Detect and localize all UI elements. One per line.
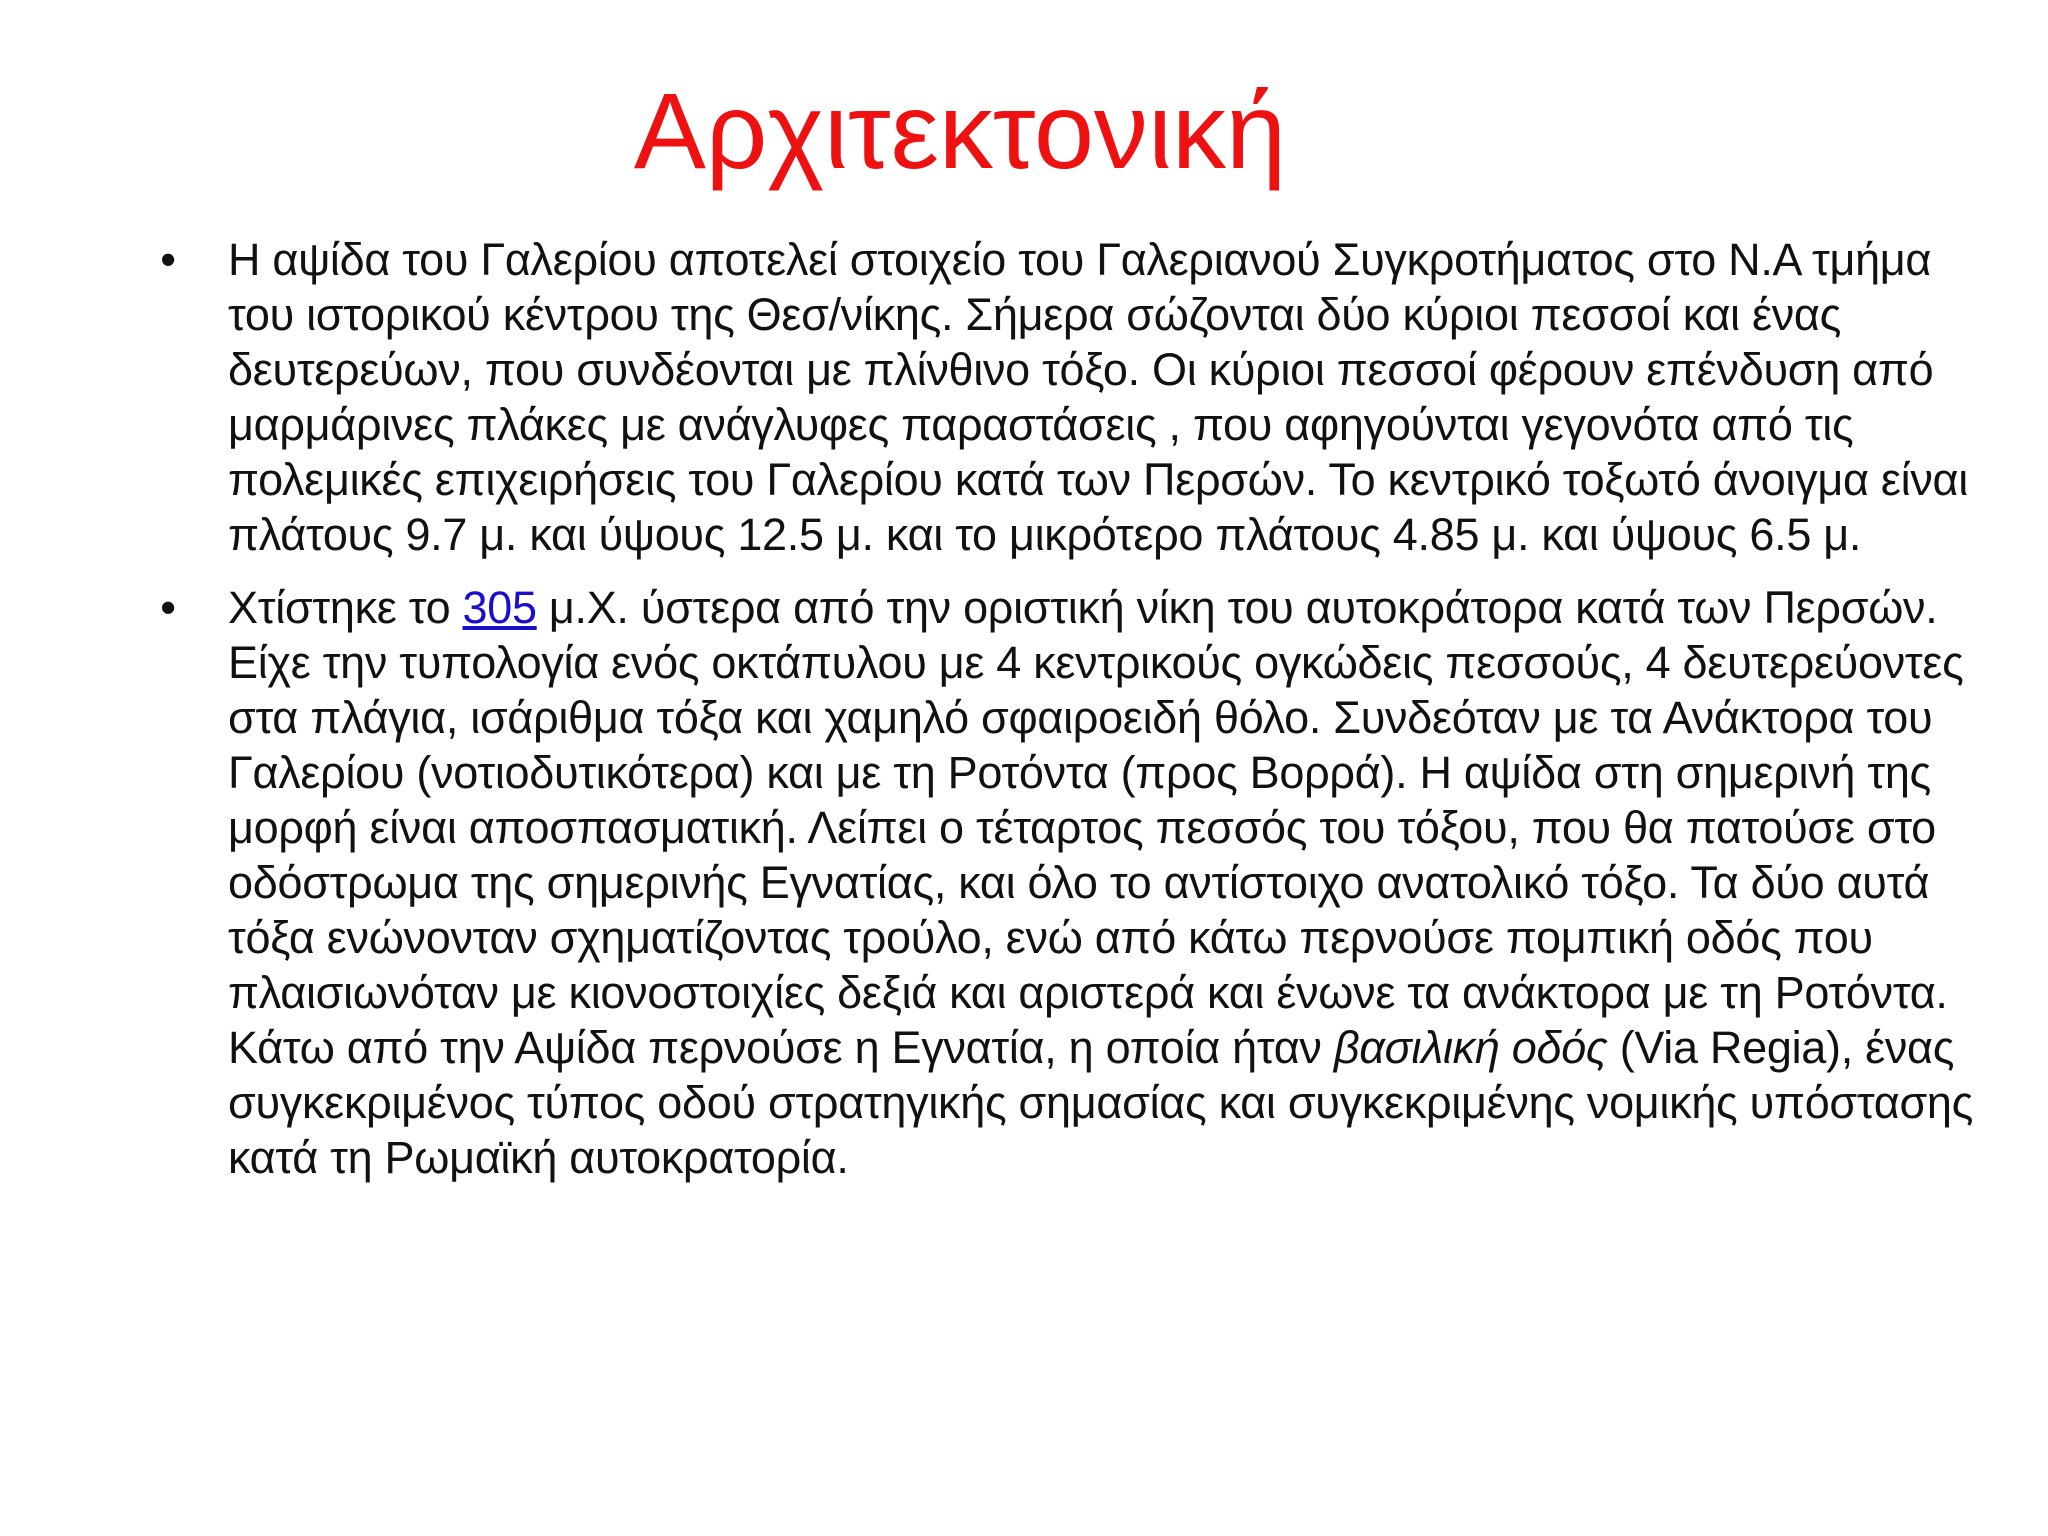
bullet-text: Η αψίδα του Γαλερίου αποτελεί στοιχείο του Γαλεριανού Συγκροτήματος στο Ν.Α τμήμα του ιστορικού κέντρου της Θεσ/νίκης. Σήμερα σώζονται δύο κύριοι πεσσοί και ένας δευτερεύων, που συνδέονται με πλίνθινο τόξο. Οι κύριοι πεσσοί φέρουν επένδυση από μαρμάρινες πλάκες με ανάγλυφες παραστάσεις , που αφηγούνται γεγονότα από τις πολεμικές επιχειρήσεις του Γαλερίου κατά των Περσών. Το κεντρικό τοξωτό άνοιγμα είναι πλάτους 9.7 μ. και ύψους 12.5 μ. και το μικρότερο πλάτους 4.85 μ. και ύψους 6.5 μ. xyxy=(228,234,1968,560)
bullet-dot-icon: • xyxy=(160,234,176,285)
slide-title: Αρχιτεκτονική xyxy=(633,70,1287,191)
bullet-item-1 xyxy=(148,232,2008,562)
bullet-text-before-link: Χτίστηκε το xyxy=(228,582,463,633)
bullet-list xyxy=(148,232,2008,1203)
bullet-text-after-link: μ.Χ. ύστερα από την οριστική νίκη του αυτοκράτορα κατά των Περσών. Είχε την τυπολογία ενός οκτάπυλου με 4 κεντρικούς ογκώδεις πεσσούς, 4 δευτερεύοντες στα πλάγια, ισάριθμα τόξα και χαμηλό σφαιροειδή θόλο. Συνδεόταν με τα Ανάκτορα του Γαλερίου (νοτιοδυτικότερα) και με τη Ροτόντα (προς Βορρά). Η αψίδα στη σημερινή της μορφή είναι αποσπασματική. Λείπει ο τέταρτος πεσσός του τόξου, που θα πατούσε στο οδόστρωμα της σημερινής Εγνατίας, και όλο το αντίστοιχο ανατολικό τόξο. Τα δύο αυτά τόξα ενώνονταν σχηματίζοντας τρούλο, ενώ από κάτω περνούσε πομπική οδός που πλαισιωνόταν με κιονοστοιχίες δεξιά και αριστερά και ένωνε τα ανάκτορα με τη Ροτόντα. Κάτω από την Αψίδα περνούσε η Εγνατία, η οποία ήταν xyxy=(228,582,1964,1073)
bullet-italic-text: βασιλική οδός xyxy=(1333,1022,1608,1073)
bullet-dot-icon: • xyxy=(160,582,176,633)
bullet-item-2 xyxy=(148,580,2008,1185)
year-link[interactable]: 305 xyxy=(462,582,537,633)
bullet-text-end: (Via Regia), ένας συγκεκριμένος τύπος οδού στρατηγικής σημασίας και συγκεκριμένης νομικής υπόστασης κατά τη Ρωμαϊκή αυτοκρατορία. xyxy=(228,1022,1974,1183)
